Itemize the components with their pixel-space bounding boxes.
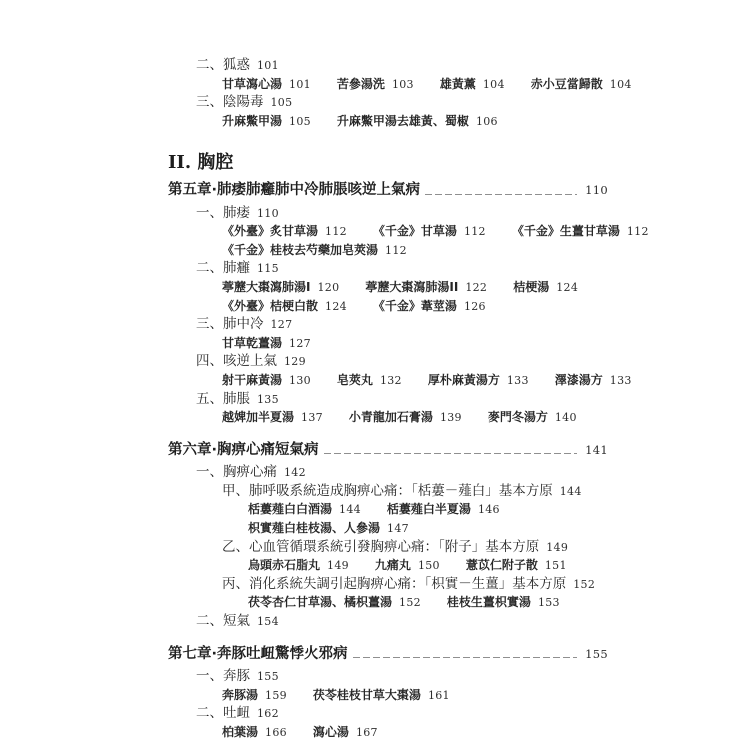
entry-title: 咳逆上氣: [223, 353, 277, 370]
formula-name: 升麻鱉甲湯: [222, 113, 283, 128]
formula-entry: [447, 595, 560, 611]
formula-page-number: 112: [463, 225, 486, 239]
formula-name: 桔梗湯: [513, 279, 550, 294]
toc-formulas-row: [168, 76, 632, 93]
formula-page-number: 152: [399, 596, 421, 610]
toc-formulas-row: [168, 280, 608, 296]
formula-name: 茯苓杏仁甘草湯、橘枳薑湯: [248, 595, 393, 610]
toc-formulas-row: [168, 410, 608, 426]
formula-entry: [222, 77, 311, 93]
entry-title: 消化系統失調引起胸痹心痛：「枳實－生薑」基本方原: [249, 575, 567, 592]
entry-number: 四、: [196, 353, 223, 370]
formula-page-number: 104: [482, 77, 505, 91]
entry-title: 奔豚: [223, 668, 250, 685]
toc-formulas-row: [168, 114, 608, 130]
toc-formulas-row: [168, 299, 608, 315]
entry-title: 吐衄: [223, 705, 250, 722]
formula-entry: [248, 502, 361, 518]
toc-subformulas-row: [168, 521, 608, 537]
table-of-contents: [168, 57, 649, 741]
formula-name: 枳實薤白桂枝湯、人參湯: [248, 521, 381, 536]
entry-page-number: 142: [284, 466, 306, 480]
formula-name: 葶藶大棗瀉肺湯I: [222, 279, 311, 294]
dotted-leader: [324, 453, 578, 454]
formula-entry: [337, 114, 498, 130]
formula-page-number: 112: [385, 243, 407, 257]
toc-chapter-row: [168, 183, 608, 198]
entry-number: 二、: [196, 57, 223, 73]
toc-subitem-row: [168, 540, 608, 556]
formula-page-number: 127: [289, 336, 311, 350]
entry-number: 二、: [196, 260, 223, 277]
entry-page-number: 144: [559, 484, 582, 498]
formula-entry: [222, 224, 347, 240]
formula-name: 瀉心湯: [312, 725, 349, 739]
toc-formulas-row: [168, 243, 608, 259]
formula-entry: [222, 336, 311, 352]
toc-chapter-row: [168, 443, 608, 458]
formula-name: 甘草瀉心湯: [222, 76, 283, 91]
toc-item-row: [168, 614, 608, 630]
toc-subitem-row: [168, 484, 608, 500]
part-heading: II. 胸腔: [168, 152, 234, 174]
formula-entry: [222, 373, 311, 389]
formula-entry: [222, 280, 339, 296]
formula-entry: [365, 280, 487, 296]
entry-title: 肺痿: [223, 204, 250, 221]
formula-name: 小青龍加石膏湯: [348, 410, 433, 425]
formula-name: 雄黃薰: [439, 76, 476, 91]
entry-page-number: 115: [257, 262, 279, 276]
formula-page-number: 112: [325, 225, 347, 239]
formula-page-number: 133: [609, 373, 632, 387]
formula-page-number: 137: [301, 411, 323, 425]
entry-page-number: 110: [257, 206, 279, 220]
formula-entry: [387, 502, 500, 518]
formula-entry: [428, 373, 529, 389]
toc-subformulas-row: [168, 558, 608, 574]
entry-page-number: 135: [257, 392, 279, 406]
formula-page-number: 150: [417, 559, 440, 573]
entry-number: 丙、: [222, 575, 249, 592]
entry-title: 短氣: [223, 613, 250, 630]
toc-formulas-row: [168, 224, 649, 240]
formula-entry: [222, 410, 323, 426]
formula-entry: [466, 558, 567, 574]
formula-page-number: 126: [463, 299, 486, 313]
entry-page-number: 155: [257, 670, 279, 684]
entry-page-number: 149: [546, 540, 569, 554]
entry-title: 肺癰: [223, 260, 250, 277]
formula-name: 薏苡仁附子散: [465, 558, 538, 573]
formula-name: 射干麻黃湯: [222, 372, 283, 387]
toc-formulas-row: [168, 336, 608, 352]
formula-page-number: 167: [355, 726, 378, 739]
toc-formulas-row: [168, 725, 608, 741]
entry-number: 三、: [196, 316, 223, 333]
dotted-leader: [353, 657, 578, 658]
formula-name: 葶藶大棗瀉肺湯II: [365, 279, 459, 294]
formula-name: 烏頭赤石脂丸: [248, 558, 321, 573]
entry-page-number: 162: [257, 707, 279, 721]
formula-page-number: 124: [556, 280, 579, 294]
entry-number: 乙、: [222, 538, 249, 555]
formula-entry: [513, 280, 578, 296]
formula-page-number: 166: [265, 726, 287, 739]
toc-item-row: [168, 669, 608, 685]
formula-page-number: 146: [477, 503, 500, 517]
formula-page-number: 103: [391, 77, 414, 91]
toc-item-row: [168, 95, 608, 111]
entry-number: 甲、: [222, 482, 249, 499]
formula-entry: [375, 558, 440, 574]
formula-entry: [337, 373, 402, 389]
entry-page-number: 127: [270, 318, 293, 332]
formula-name: 苦參湯洗: [336, 76, 385, 91]
formula-entry: [555, 373, 632, 389]
entry-page-number: 152: [573, 577, 596, 591]
formula-entry: [531, 77, 632, 93]
formula-name: 皂莢丸: [336, 372, 373, 387]
formula-page-number: 151: [544, 559, 567, 573]
formula-name: 《千金》甘草湯: [372, 224, 457, 239]
entry-page-number: 154: [257, 615, 279, 629]
formula-entry: [349, 410, 462, 426]
entry-page-number: 129: [284, 355, 306, 369]
formula-name: 《外臺》桔梗白散: [222, 298, 319, 313]
formula-entry: [373, 224, 486, 240]
formula-entry: [222, 114, 311, 130]
formula-page-number: 122: [465, 280, 488, 294]
formula-name: 越婢加半夏湯: [222, 410, 295, 425]
toc-formulas-row: [168, 372, 632, 389]
formula-page-number: 149: [327, 559, 349, 573]
entry-title: 胸痹心痛: [223, 464, 277, 481]
formula-entry: [512, 224, 649, 240]
entry-number: 五、: [196, 390, 223, 407]
formula-entry: [313, 725, 378, 741]
formula-page-number: 106: [475, 114, 498, 128]
formula-name: 赤小豆當歸散: [530, 76, 603, 91]
formula-page-number: 161: [427, 688, 450, 702]
formula-entry: [222, 299, 347, 315]
formula-name: 甘草乾薑湯: [222, 335, 283, 350]
entry-page-number: 105: [270, 96, 293, 110]
chapter-title: 第七章·奔豚吐衄驚悸火邪病: [168, 645, 348, 662]
formula-entry: [222, 725, 287, 741]
formula-page-number: 124: [325, 299, 347, 313]
formula-page-number: 104: [609, 77, 632, 91]
formula-name: 升麻鱉甲湯去雄黃、蜀椒: [336, 113, 469, 128]
formula-entry: [337, 77, 414, 93]
chapter-page-number: 155: [585, 646, 608, 661]
toc-item-row: [168, 706, 608, 722]
formula-page-number: 140: [554, 411, 577, 425]
formula-name: 九痛丸: [374, 558, 411, 573]
toc-item-row: [168, 465, 608, 481]
chapter-page-number: 141: [585, 442, 608, 457]
toc-formulas-row: [168, 688, 608, 704]
toc-item-row: [168, 261, 608, 277]
formula-name: 奔豚湯: [222, 687, 259, 702]
formula-page-number: 101: [289, 77, 311, 91]
chapter-title: 第五章·肺痿肺癰肺中冷肺脹咳逆上氣病: [168, 181, 421, 198]
formula-name: 《千金》桂枝去芍藥加皂莢湯: [222, 242, 379, 257]
formula-page-number: 147: [387, 522, 409, 536]
formula-name: 栝蔞薤白半夏湯: [386, 502, 471, 517]
formula-entry: [248, 595, 421, 611]
entry-title: 肺脹: [223, 390, 250, 407]
entry-number: 三、: [196, 94, 223, 111]
formula-entry: [313, 688, 450, 704]
entry-title: 肺中冷: [223, 316, 264, 333]
formula-name: 厚朴麻黃湯方: [427, 372, 500, 387]
formula-page-number: 159: [265, 688, 287, 702]
toc-item-row: [168, 58, 608, 74]
formula-name: 《千金》生薑甘草湯: [511, 224, 620, 239]
chapter-page-number: 110: [585, 182, 608, 197]
formula-name: 澤漆湯方: [554, 372, 603, 387]
formula-page-number: 112: [626, 225, 649, 239]
entry-title: 心血管循環系統引發胸痹心痛：「附子」基本方原: [249, 538, 540, 555]
entry-title: 陰陽毒: [223, 94, 264, 111]
formula-entry: [248, 558, 349, 574]
formula-entry: [222, 243, 407, 259]
formula-name: 《千金》葦莖湯: [372, 298, 457, 313]
formula-page-number: 120: [317, 280, 340, 294]
formula-entry: [222, 688, 287, 704]
toc-item-row: [168, 354, 608, 370]
toc-subformulas-row: [168, 595, 608, 611]
formula-entry: [373, 299, 486, 315]
formula-page-number: 139: [439, 411, 462, 425]
formula-page-number: 132: [379, 373, 402, 387]
toc-subitem-row: [168, 577, 608, 593]
formula-name: 《外臺》炙甘草湯: [222, 224, 319, 239]
entry-number: 二、: [196, 613, 223, 630]
formula-entry: [248, 521, 409, 537]
formula-entry: [440, 77, 505, 93]
dotted-leader: [425, 194, 577, 195]
entry-title: 肺呼吸系統造成胸痹心痛：「栝蔞－薤白」基本方原: [249, 482, 553, 499]
formula-name: 柏葉湯: [222, 725, 259, 739]
formula-name: 茯苓桂枝甘草大棗湯: [312, 687, 421, 702]
formula-name: 麥門冬湯方: [487, 410, 548, 425]
toc-item-row: [168, 392, 608, 408]
entry-number: 一、: [196, 464, 223, 481]
formula-entry: [488, 410, 577, 426]
formula-name: 桂枝生薑枳實湯: [446, 595, 531, 610]
entry-number: 一、: [196, 668, 223, 685]
toc-item-row: [168, 206, 608, 222]
entry-title: 狐惑: [223, 57, 250, 73]
toc-subformulas-row: [168, 502, 608, 518]
formula-page-number: 153: [537, 596, 560, 610]
formula-name: 栝蔞薤白白酒湯: [248, 502, 333, 517]
entry-page-number: 101: [257, 59, 279, 72]
entry-number: 二、: [196, 705, 223, 722]
toc-item-row: [168, 317, 608, 333]
formula-page-number: 130: [289, 373, 311, 387]
chapter-title: 第六章·胸痹心痛短氣病: [168, 441, 319, 458]
entry-number: 一、: [196, 204, 223, 221]
formula-page-number: 144: [339, 503, 361, 517]
toc-part-row: [168, 152, 608, 174]
toc-chapter-row: [168, 647, 608, 662]
formula-page-number: 133: [506, 373, 529, 387]
formula-page-number: 105: [289, 114, 311, 128]
